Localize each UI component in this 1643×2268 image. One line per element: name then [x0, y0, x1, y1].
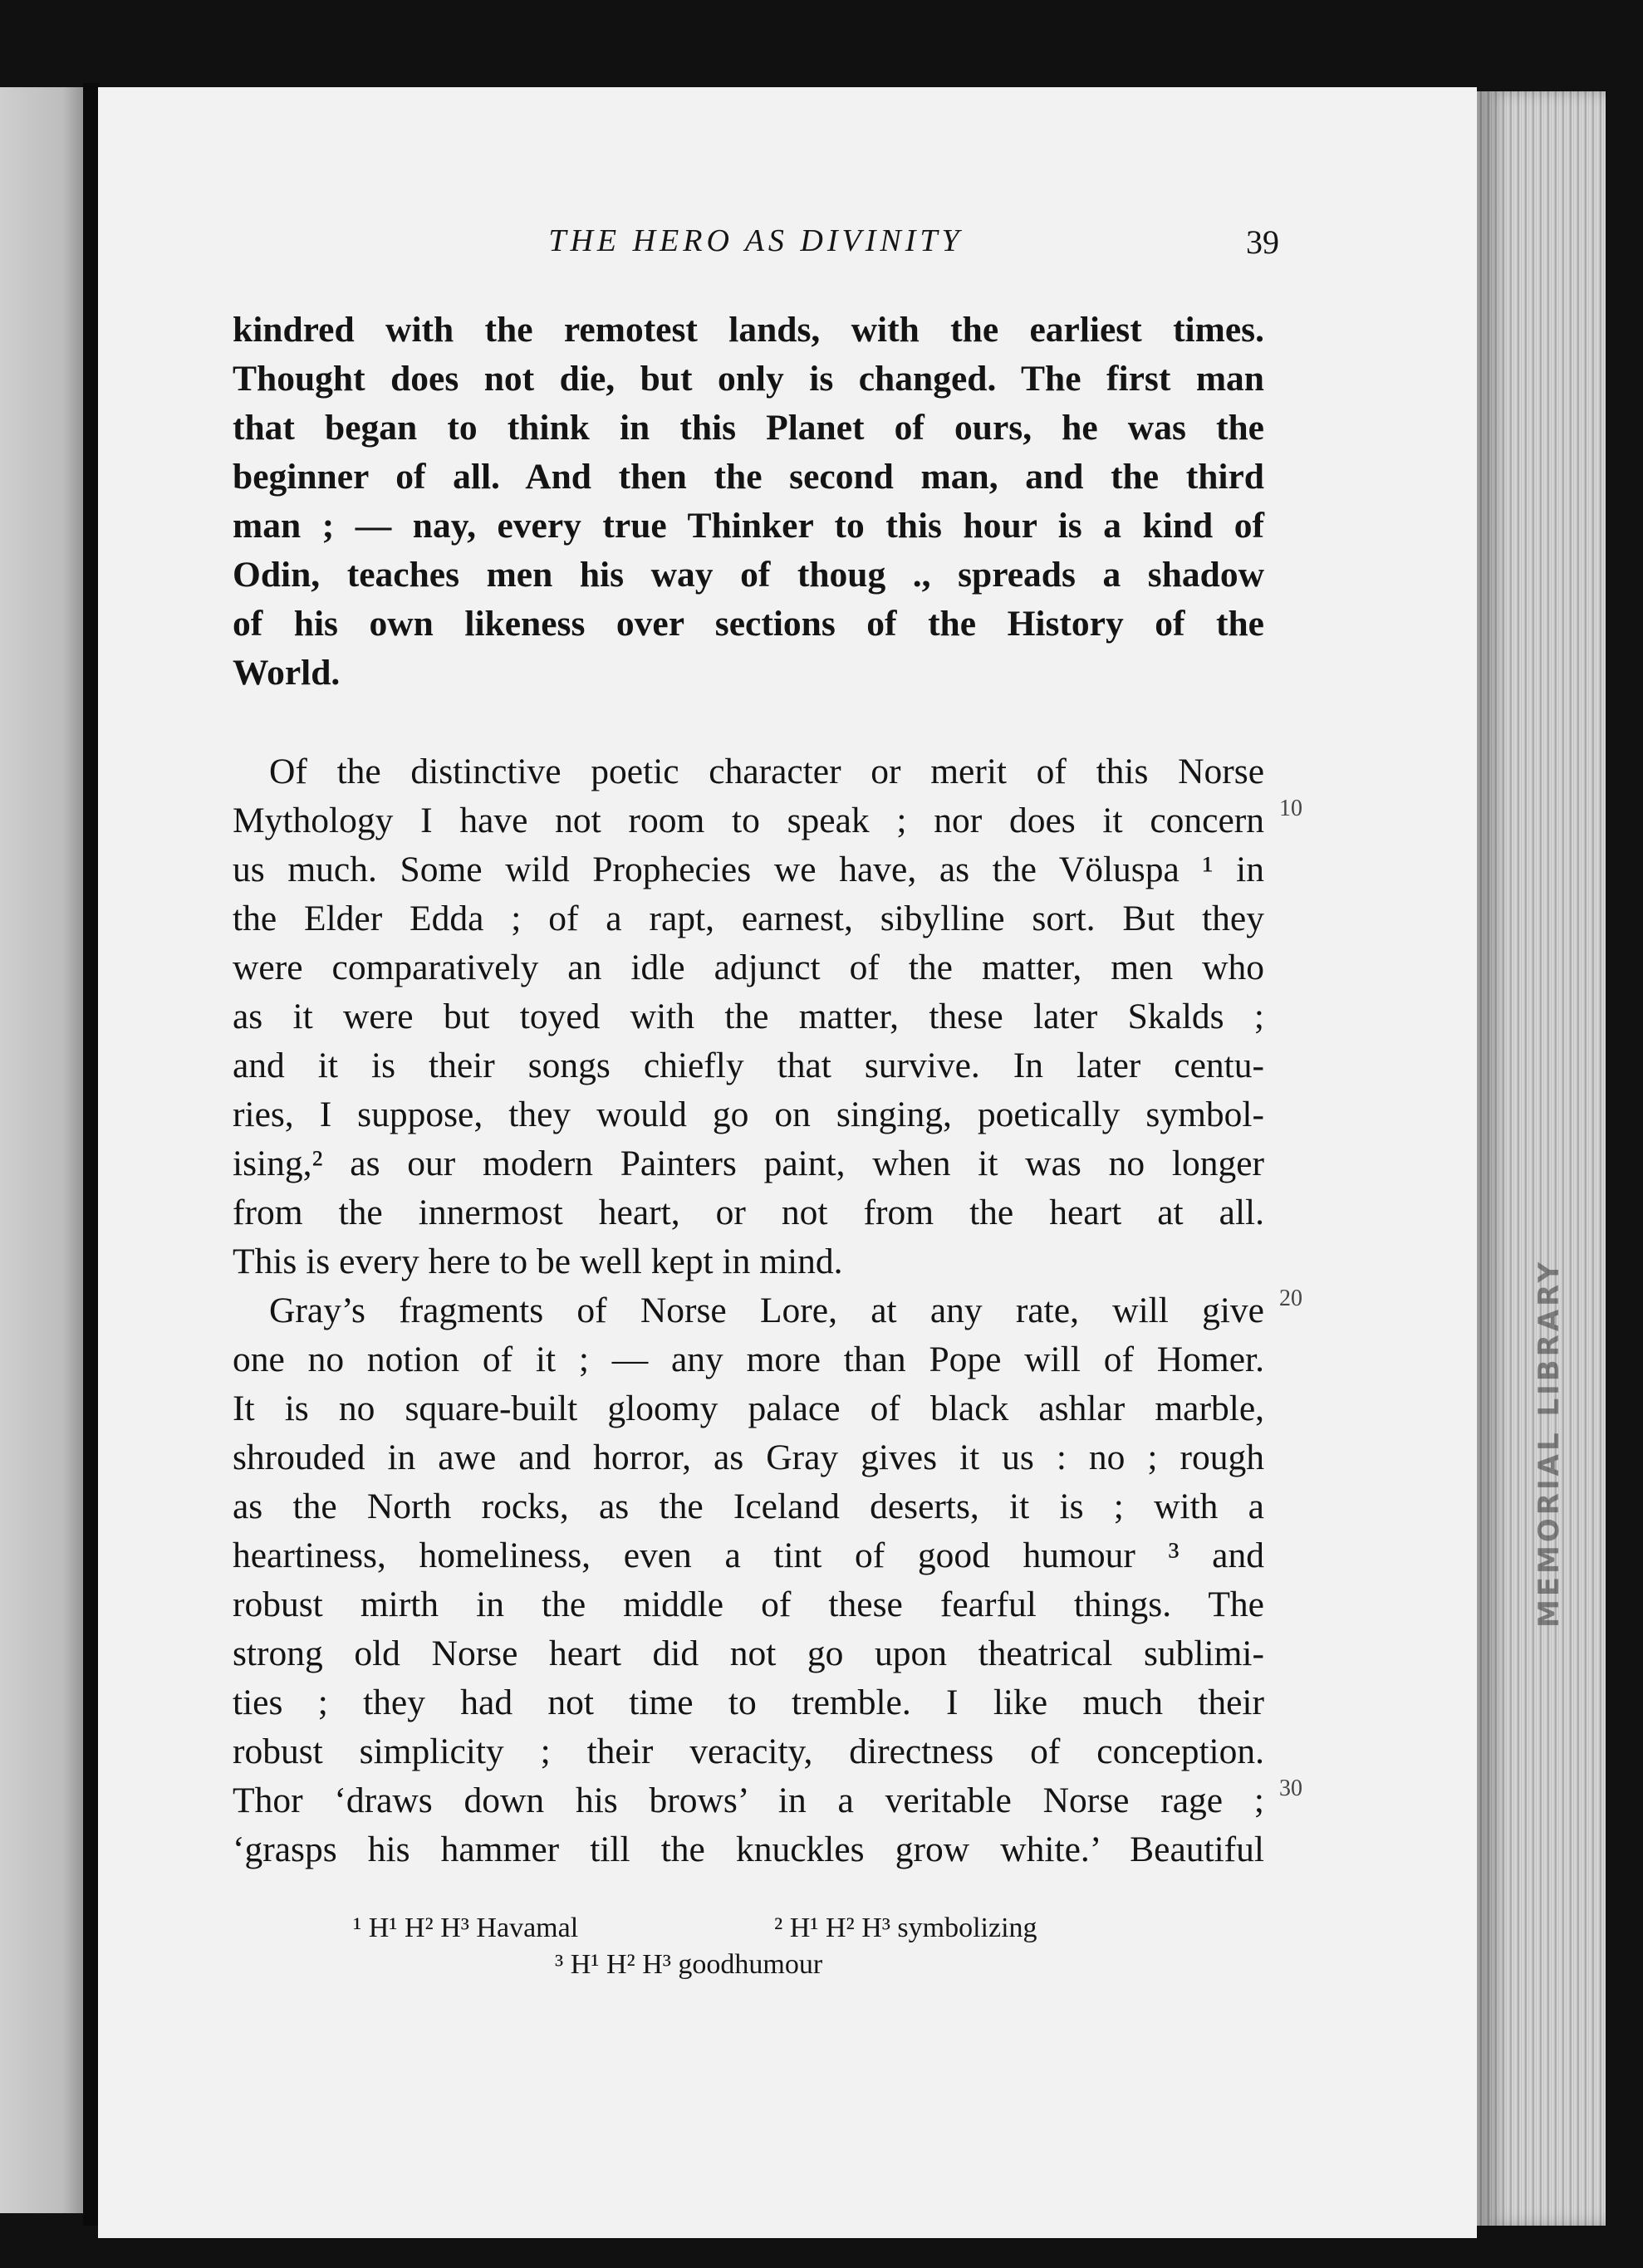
facing-page-edge: [0, 87, 90, 2213]
text-line: Thor ‘draws down his brows’ in a veritable Norse rage ;: [233, 1781, 1264, 1820]
footnotes: [233, 1910, 1264, 1983]
text-line: were comparatively an idle adjunct of the matter, men who: [233, 948, 1264, 987]
text-line: beginner of all. And then the second man, and the third: [233, 457, 1264, 497]
text-line: shrouded in awe and horror, as Gray gives it us : no ; rough: [233, 1438, 1264, 1477]
library-stamp-text: MEMORIAL LIBRARY: [1533, 1258, 1566, 1628]
text-line: as the North rocks, as the Iceland deserts, it is ; with a: [233, 1487, 1264, 1526]
text-line: ‘grasps his hammer till the knuckles grow white.’ Beautiful: [233, 1830, 1264, 1869]
line-number-20: 20: [1279, 1286, 1302, 1311]
text-line: robust mirth in the middle of these fearful things. The: [233, 1585, 1264, 1624]
library-stamp: [1491, 133, 1616, 2192]
text-line: that began to think in this Planet of ours, he was the: [233, 408, 1264, 448]
text-line: man ; — nay, every true Thinker to this hour is a kind of: [233, 506, 1264, 546]
text-line: one no notion of it ; — any more than Pope will of Homer.: [233, 1340, 1264, 1379]
text-line: of his own likeness over sections of the History of the: [233, 604, 1264, 644]
text-line: kindred with the remotest lands, with the earliest times.: [233, 310, 1264, 350]
footnote-3: ³ H¹ H² H³ goodhumour: [555, 1949, 823, 1980]
text-line: as it were but toyed with the matter, these later Skalds ;: [233, 997, 1264, 1036]
text-line: strong old Norse heart did not go upon theatrical sublimi-: [233, 1634, 1264, 1673]
text-line: Thought does not die, but only is changed. The first man: [233, 359, 1264, 399]
line-number-10: 10: [1279, 796, 1302, 821]
text-line: heartiness, homeliness, even a tint of good humour ³ and: [233, 1536, 1264, 1575]
page-number: 39: [1246, 223, 1279, 261]
footnote-2: ² H¹ H² H³ symbolizing: [774, 1913, 1037, 1943]
running-head: THE HERO AS DIVINITY: [548, 223, 964, 258]
book-gutter: [83, 83, 100, 2226]
footnote-1: ¹ H¹ H² H³ Havamal: [353, 1913, 579, 1943]
text-line: Of the distinctive poetic character or merit of this Norse: [269, 752, 1264, 791]
page-header: [233, 223, 1279, 272]
text-line: World.: [233, 653, 341, 693]
paragraph-break: [233, 698, 1264, 747]
footnote-row: [233, 1947, 1264, 1983]
text-line: ising,² as our modern Painters paint, when it was no longer: [233, 1144, 1264, 1183]
text-line: ries, I suppose, they would go on singing, poetically symbol-: [233, 1095, 1264, 1134]
text-line: the Elder Edda ; of a rapt, earnest, sibylline sort. But they: [233, 899, 1264, 938]
footnote-row: [233, 1910, 1264, 1947]
text-line: Odin, teaches men his way of thoug ., spreads a shadow: [233, 555, 1264, 595]
line-number-30: 30: [1279, 1776, 1302, 1801]
text-line: us much. Some wild Prophecies we have, as the Völuspa ¹ in: [233, 850, 1264, 889]
text-line: This is every here to be well kept in mind.: [233, 1242, 843, 1281]
text-line: robust simplicity ; their veracity, directness of conception.: [233, 1732, 1264, 1771]
text-line: Gray’s fragments of Norse Lore, at any rate, will give: [269, 1291, 1264, 1330]
body-text: [233, 306, 1264, 1874]
text-line: ties ; they had not time to tremble. I like much their: [233, 1683, 1264, 1722]
text-line: from the innermost heart, or not from the heart at all.: [233, 1193, 1264, 1232]
text-line: Mythology I have not room to speak ; nor does it concern: [233, 801, 1264, 840]
text-line: and it is their songs chiefly that survive. In later centu-: [233, 1046, 1264, 1085]
text-line: It is no square-built gloomy palace of black ashlar marble,: [233, 1389, 1264, 1428]
